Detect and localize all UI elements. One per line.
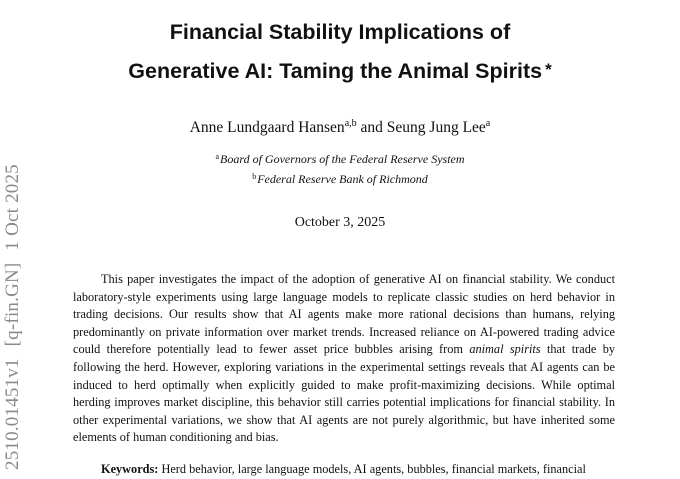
author-2: Seung Jung Lee: [386, 119, 486, 136]
affiliation-2-mark: b: [252, 172, 257, 181]
abstract-part-1: This paper investigates the impact of the adoption of generative AI on financial stability. We conduct laboratory-style experiments using large language models to replicate classic studies on herd behavior in trading decisions. Our results show that AI agents make more rational decisions than humans, relying predominantly on private information over market trends. Increased reliance on AI-powered trading advice could therefore potentially lead to fewer asset price bubbles arising from: [73, 272, 615, 357]
title-line-2-text: Generative AI: Taming the Animal Spirits: [128, 59, 543, 83]
author-2-affiliation: a: [485, 118, 491, 129]
arxiv-id: 2510.01451v1: [2, 358, 23, 470]
author-1-affiliation: a,b: [344, 118, 357, 129]
paper-date: October 3, 2025: [294, 215, 386, 230]
affiliation-1-mark: a: [215, 152, 220, 161]
abstract-part-2: that trade by following the herd. However, exploring variations in the experimental settings reveals that AI agents can be induced to herd optimally when explicitly guided to make profit-maximizing decisions. While optimal herding improves market discipline, this behavior still carries potential implications for financial stability. In other experimental variations, we show that AI agents are not purely algorithmic, but have inherited some elements of human conditioning and bias.: [73, 342, 615, 445]
arxiv-category: [q-fin.GN]: [2, 262, 23, 347]
author-list: [0, 119, 680, 137]
affiliation-1: [0, 152, 680, 167]
author-conjunction: and: [360, 119, 383, 136]
title-line-1: Financial Stability Implications of: [169, 20, 511, 44]
title-footnote-mark: *: [545, 60, 552, 79]
title-line-2: [0, 51, 680, 90]
keywords-text: Herd behavior, large language models, AI agents, bubbles, financial markets, financial: [161, 462, 586, 476]
affiliation-1-name: Board of Governors of the Federal Reserve System: [220, 152, 465, 166]
affiliation-2: [0, 172, 680, 187]
keywords-label: Keywords:: [101, 462, 159, 476]
arxiv-date: 1 Oct 2025: [2, 164, 23, 251]
affiliation-2-name: Federal Reserve Bank of Richmond: [257, 172, 428, 186]
paper-title: [0, 14, 680, 90]
abstract-paragraph: [73, 271, 615, 447]
abstract-emphasis: animal spirits: [469, 342, 541, 357]
author-1: Anne Lundgaard Hansen: [189, 119, 345, 136]
